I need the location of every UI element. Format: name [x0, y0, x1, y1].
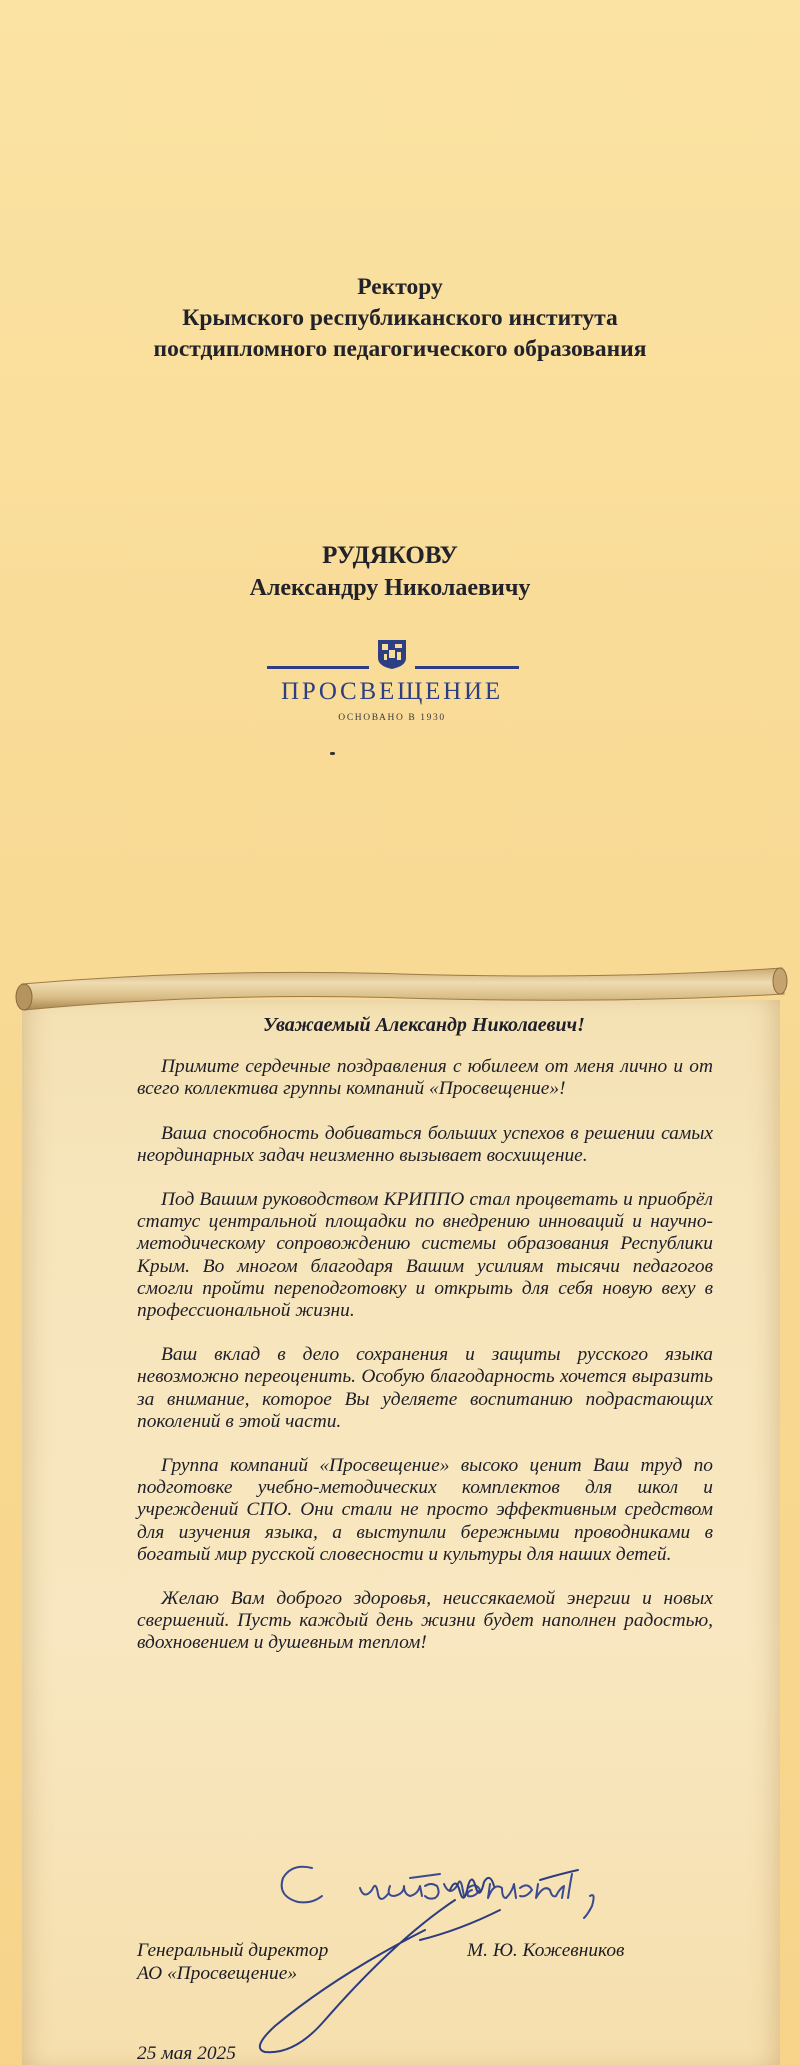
letter-paragraph: Примите сердечные поздравления с юбилеем от меня лично и от всего коллектива группы компаний «Просвещение»! [137, 1056, 713, 1100]
signatory-position-line-2: АО «Просвещение» [137, 1962, 298, 1984]
logo-founded-caption: ОСНОВАНО В 1930 [338, 713, 446, 723]
letter-greeting: Уважаемый Александр Николаевич! [263, 1014, 585, 1036]
logo-rule-right [415, 666, 519, 669]
recipient-surname: РУДЯКОВУ [322, 542, 458, 569]
scroll-roll-icon [12, 964, 788, 1016]
signatory-position-line-1: Генеральный директор [137, 1940, 329, 1961]
logo-brand-name: ПРОСВЕЩЕНИЕ [281, 678, 503, 705]
letter-paragraph: Группа компаний «Просвещение» высоко ценит Ваш труд по подготовке учебно-методических комплектов для школ и учреждений СПО. Они стали не просто эффективным средством для изучения языка, а выступили бережными проводниками в богатый мир русской словесности и культуры для наших детей. [137, 1455, 713, 1565]
addressee-line-1: Ректору [357, 274, 443, 300]
addressee-line-3: постдипломного педагогического образования [153, 336, 647, 362]
addressee-block [0, 272, 800, 365]
logo-emblem-icon [376, 636, 408, 670]
recipient-block [0, 540, 780, 604]
signatory-name: М. Ю. Кожевников [467, 1940, 625, 1961]
letter-paragraph: Желаю Вам доброго здоровья, неиссякаемой энергии и новых свершений. Пусть каждый день жизни будет наполнен радостью, вдохновением и душевным теплом! [137, 1588, 713, 1654]
signatory-position [137, 1940, 328, 1985]
letter-paragraph: Под Вашим руководством КРИППО стал процветать и приобрёл статус центральной площадки по внедрению инноваций и научно-методическому сопровождению системы образования Республики Крым. Во многом благодаря Вашим усилиям тысячи педагогов смогли пройти переподготовку и открыть для себя новую веху в профессиональной жизни. [137, 1189, 713, 1322]
letter-paragraph: Ваша способность добиваться больших успехов в решении самых неординарных задач неизменно вызывает восхищение. [137, 1122, 713, 1166]
logo-rule-left [267, 666, 369, 669]
letter-body [137, 1014, 713, 1677]
addressee-line-2: Крымского республиканского института [182, 305, 618, 331]
prosveshchenie-logo [265, 632, 519, 732]
ink-dot [330, 752, 335, 755]
recipient-name: Александру Николаевичу [249, 575, 531, 601]
letter-date: 25 мая 2025 [137, 2043, 236, 2064]
letter-paragraph: Ваш вклад в дело сохранения и защиты русского языка невозможно переоценить. Особую благодарность хочется выразить за внимание, которое Вы уделяете воспитанию подрастающих поколений в этой части. [137, 1344, 713, 1432]
